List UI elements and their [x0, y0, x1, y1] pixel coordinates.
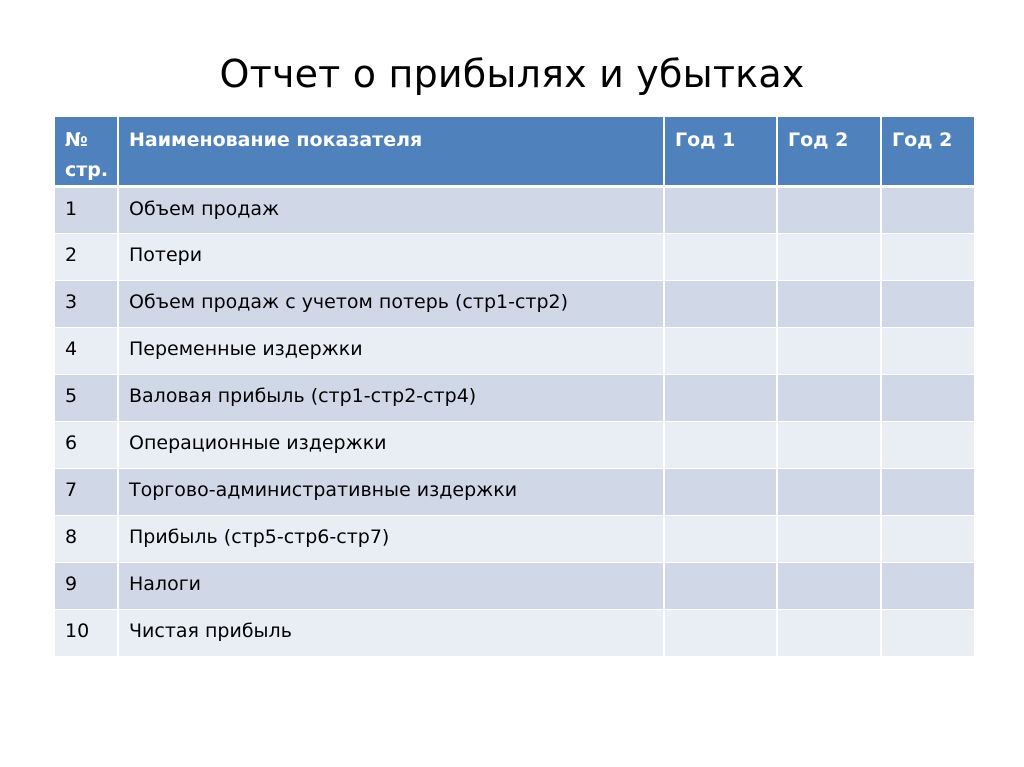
- cell-year-1: [664, 610, 777, 657]
- cell-year-3: [881, 610, 974, 657]
- cell-year-3: [881, 469, 974, 516]
- cell-year-2: [777, 375, 881, 422]
- cell-year-1: [664, 375, 777, 422]
- table-row: [55, 563, 974, 610]
- cell-year-3: [881, 281, 974, 328]
- cell-year-1: [664, 328, 777, 375]
- row-number: 8: [55, 516, 118, 563]
- cell-year-3: [881, 328, 974, 375]
- row-number: 4: [55, 328, 118, 375]
- row-number: 6: [55, 422, 118, 469]
- cell-year-3: [881, 516, 974, 563]
- cell-year-1: [664, 516, 777, 563]
- header-year-3: Год 2: [881, 117, 974, 187]
- table-row: [55, 422, 974, 469]
- cell-year-3: [881, 375, 974, 422]
- table-row: [55, 187, 974, 234]
- table-row: [55, 610, 974, 657]
- row-indicator-name: Торгово-административные издержки: [118, 469, 664, 516]
- page-title: Отчет о прибылях и убытках: [219, 52, 805, 96]
- row-indicator-name: Операционные издержки: [118, 422, 664, 469]
- cell-year-1: [664, 563, 777, 610]
- row-indicator-name: Объем продаж с учетом потерь (стр1-стр2): [118, 281, 664, 328]
- row-number: 2: [55, 234, 118, 281]
- row-indicator-name: Потери: [118, 234, 664, 281]
- header-year-1: Год 1: [664, 117, 777, 187]
- row-number: 3: [55, 281, 118, 328]
- cell-year-2: [777, 610, 881, 657]
- header-indicator-name: Наименование показателя: [118, 117, 664, 187]
- table-row: [55, 375, 974, 422]
- profit-loss-table: [55, 117, 974, 657]
- cell-year-1: [664, 187, 777, 234]
- table-header-row: [55, 117, 974, 187]
- cell-year-3: [881, 422, 974, 469]
- table-row: [55, 469, 974, 516]
- cell-year-2: [777, 281, 881, 328]
- row-indicator-name: Валовая прибыль (стр1-стр2-стр4): [118, 375, 664, 422]
- cell-year-2: [777, 234, 881, 281]
- row-number: 7: [55, 469, 118, 516]
- cell-year-2: [777, 469, 881, 516]
- cell-year-1: [664, 469, 777, 516]
- row-indicator-name: Объем продаж: [118, 187, 664, 234]
- cell-year-1: [664, 422, 777, 469]
- row-indicator-name: Налоги: [118, 563, 664, 610]
- row-number: 9: [55, 563, 118, 610]
- cell-year-2: [777, 422, 881, 469]
- row-indicator-name: Чистая прибыль: [118, 610, 664, 657]
- row-number: 5: [55, 375, 118, 422]
- cell-year-1: [664, 234, 777, 281]
- header-year-2: Год 2: [777, 117, 881, 187]
- cell-year-3: [881, 563, 974, 610]
- row-indicator-name: Переменные издержки: [118, 328, 664, 375]
- table-row: [55, 281, 974, 328]
- cell-year-3: [881, 234, 974, 281]
- cell-year-2: [777, 563, 881, 610]
- table-row: [55, 328, 974, 375]
- cell-year-2: [777, 516, 881, 563]
- cell-year-3: [881, 187, 974, 234]
- cell-year-1: [664, 281, 777, 328]
- row-indicator-name: Прибыль (стр5-стр6-стр7): [118, 516, 664, 563]
- table-row: [55, 516, 974, 563]
- row-number: 1: [55, 187, 118, 234]
- table-row: [55, 234, 974, 281]
- cell-year-2: [777, 328, 881, 375]
- cell-year-2: [777, 187, 881, 234]
- row-number: 10: [55, 610, 118, 657]
- header-row-number: № стр.: [55, 117, 118, 187]
